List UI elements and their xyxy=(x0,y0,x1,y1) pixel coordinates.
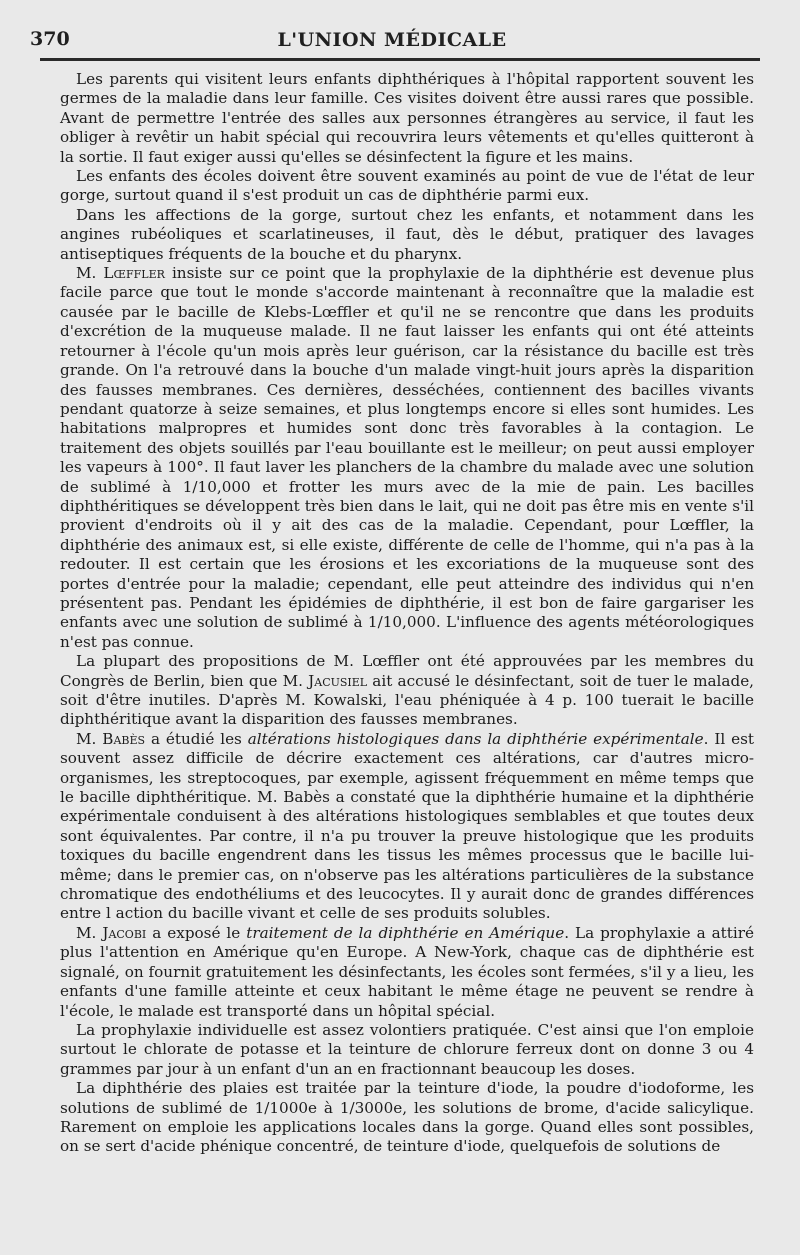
paragraph-throat: Dans les affections de la gorge, surtout chez les enfants, et notamment dans les angines rubéoliques et scarlatineuses, il faut, dès le début, pratiquer des lavages antiseptiques fréquents de la bouche et du pharynx. xyxy=(60,205,754,263)
paragraph-babes: M. Babès a étudié les altérations histologiques dans la diphthérie expérimentale. Il est souvent assez difficile de décrire exactement ces altérations, car d'autres micro-organismes, les streptocoques, par exemple, agissent fréquemment en même temps que le bacille diphthéritique. M. Babès a constaté que la diphthérie humaine et la diphthérie expérimentale conduisent à des altérations histologiques semblables et que toutes deux sont équivalentes. Par contre, il n'a pu trouver la preuve histologique que les produits toxiques du bacille engendrent dans les tissus les mêmes processus que le bacille lui-même; dans le premier cas, on n'observe pas les altérations particulières de la substance chromatique des endothéliums et des leucocytes. Il y aurait donc de grandes différences entre l action du bacille vivant et celle de ses produits solubles. xyxy=(60,729,754,923)
author-name: Babès xyxy=(102,729,146,748)
work-title: altérations histologiques dans la diphthérie expérimentale xyxy=(247,729,704,748)
paragraph-schools: Les enfants des écoles doivent être souvent examinés au point de vue de l'état de leur gorge, surtout quand il s'est produit un cas de diphthérie parmi eux. xyxy=(60,167,754,205)
paragraph-visitors: Les parents qui visitent leurs enfants diphthériques à l'hôpital rapportent souvent les germes de la maladie dans leur famille. Ces visites doivent être aussi rares que possible. Avant de permettre l'entrée des salles aux personnes étrangères au service, il faut les obliger à revêtir un habit spécial qui recouvrira leurs vêtements et qu'elles quitteront à la sortie. Il faut exiger aussi qu'elles se désinfectent la figure et les mains. xyxy=(60,70,754,166)
work-title: traitement de la diphthérie en Amérique xyxy=(246,923,565,942)
page-number: 370 xyxy=(30,28,70,50)
author-name: Jacusiel xyxy=(308,671,368,690)
paragraph-wound-treatment: La diphthérie des plaies est traitée par la teinture d'iode, la poudre d'iodoforme, les solutions de sublimé de 1/1000e à 1/3000e, les solutions de brome, d'acide salicylique. Rarement on emploie les applications locales dans la gorge. Quand elles sont possibles, on se sert d'acide phénique concentré, de teinture d'iode, quelquefois de solutions de xyxy=(60,1079,754,1156)
paragraph-individual-prophylaxis: La prophylaxie individuelle est assez volontiers pratiquée. C'est ainsi que l'on emploie surtout le chlorate de potasse et la teinture de chlorure ferreux dont on donne 3 ou 4 grammes par jour à un enfant d'un an en fractionnant beaucoup les doses. xyxy=(60,1020,754,1078)
page-header xyxy=(22,22,762,58)
paragraph-loeffler: M. Lœffler insiste sur ce point que la prophylaxie de la diphthérie est devenue plus facile parce que tout le monde s'accorde maintenant à reconnaître que la maladie est causée par le bacille de Klebs-Lœffler et qu'il ne se rencontre que dans les produits d'excrétion de la muqueuse malade. Il ne faut laisser les enfants qui ont été atteints retourner à l'école qu'un mois après leur guérison, car la résistance du bacille est très grande. On l'a retrouvé dans la bouche d'un malade vingt-huit jours après la disparition des fausses membranes. Ces dernières, desséchées, contiennent des bacilles vivants pendant quatorze à seize semaines, et plus longtemps encore si elles sont humides. Les habitations malpropres et humides sont donc très favorables à la contagion. Le traitement des objets souillés par l'eau bouillante est le meilleur; on peut aussi employer les vapeurs à 100°. Il faut laver les planchers de la chambre du malade avec une solution de sublimé à 1/10,000 et frotter les murs avec de la mie de pain. Les bacilles diphthéritiques se développent très bien dans le lait, qui ne doit pas être mis en vente s'il provient d'endroits où il y ait des cas de la maladie. Cependant, pour Lœffler, la diphthérie des animaux est, si elle existe, différente de celle de l'homme, qui n'a pas à la redouter. Il est certain que les érosions et les excoriations de la muqueuse sont des portes d'entrée pour la maladie; cependant, elle peut atteindre des individus qui n'en présentent pas. Pendant les épidémies de diphthérie, il est bon de faire gargariser les enfants avec une solution de sublimé à 1/10,000. L'influence des agents météorologiques n'est pas connue. xyxy=(60,264,755,651)
author-name: M. Lœffler xyxy=(76,264,165,283)
author-name: Jacobi xyxy=(102,923,147,942)
paragraph-jacobi: M. Jacobi a exposé le traitement de la diphthérie en Amérique. La prophylaxie a attiré plus l'attention en Amérique qu'en Europe. A New-York, chaque cas de diphthérie est signalé, on fournit gratuitement les désinfectants, les écoles sont fermées, s'il y a lieu, les enfants d'une famille atteinte et ceux habitant le même étage ne peuvent se rendre à l'école, le malade est transporté dans un hôpital spécial. xyxy=(60,923,754,1020)
article-body xyxy=(60,70,754,1157)
running-head: L'UNION MÉDICALE xyxy=(277,29,507,51)
paragraph-berlin-congress: La plupart des propositions de M. Lœffler ont été approuvées par les membres du Congrès de Berlin, bien que M. Jacusiel ait accusé le désinfectant, soit de tuer le malade, soit d'être inutiles. D'après M. Kowalski, l'eau phéniquée à 4 p. 100 tuerait le bacille diphthéritique avant la disparition des fausses membranes. xyxy=(60,652,755,729)
header-rule xyxy=(40,58,760,61)
